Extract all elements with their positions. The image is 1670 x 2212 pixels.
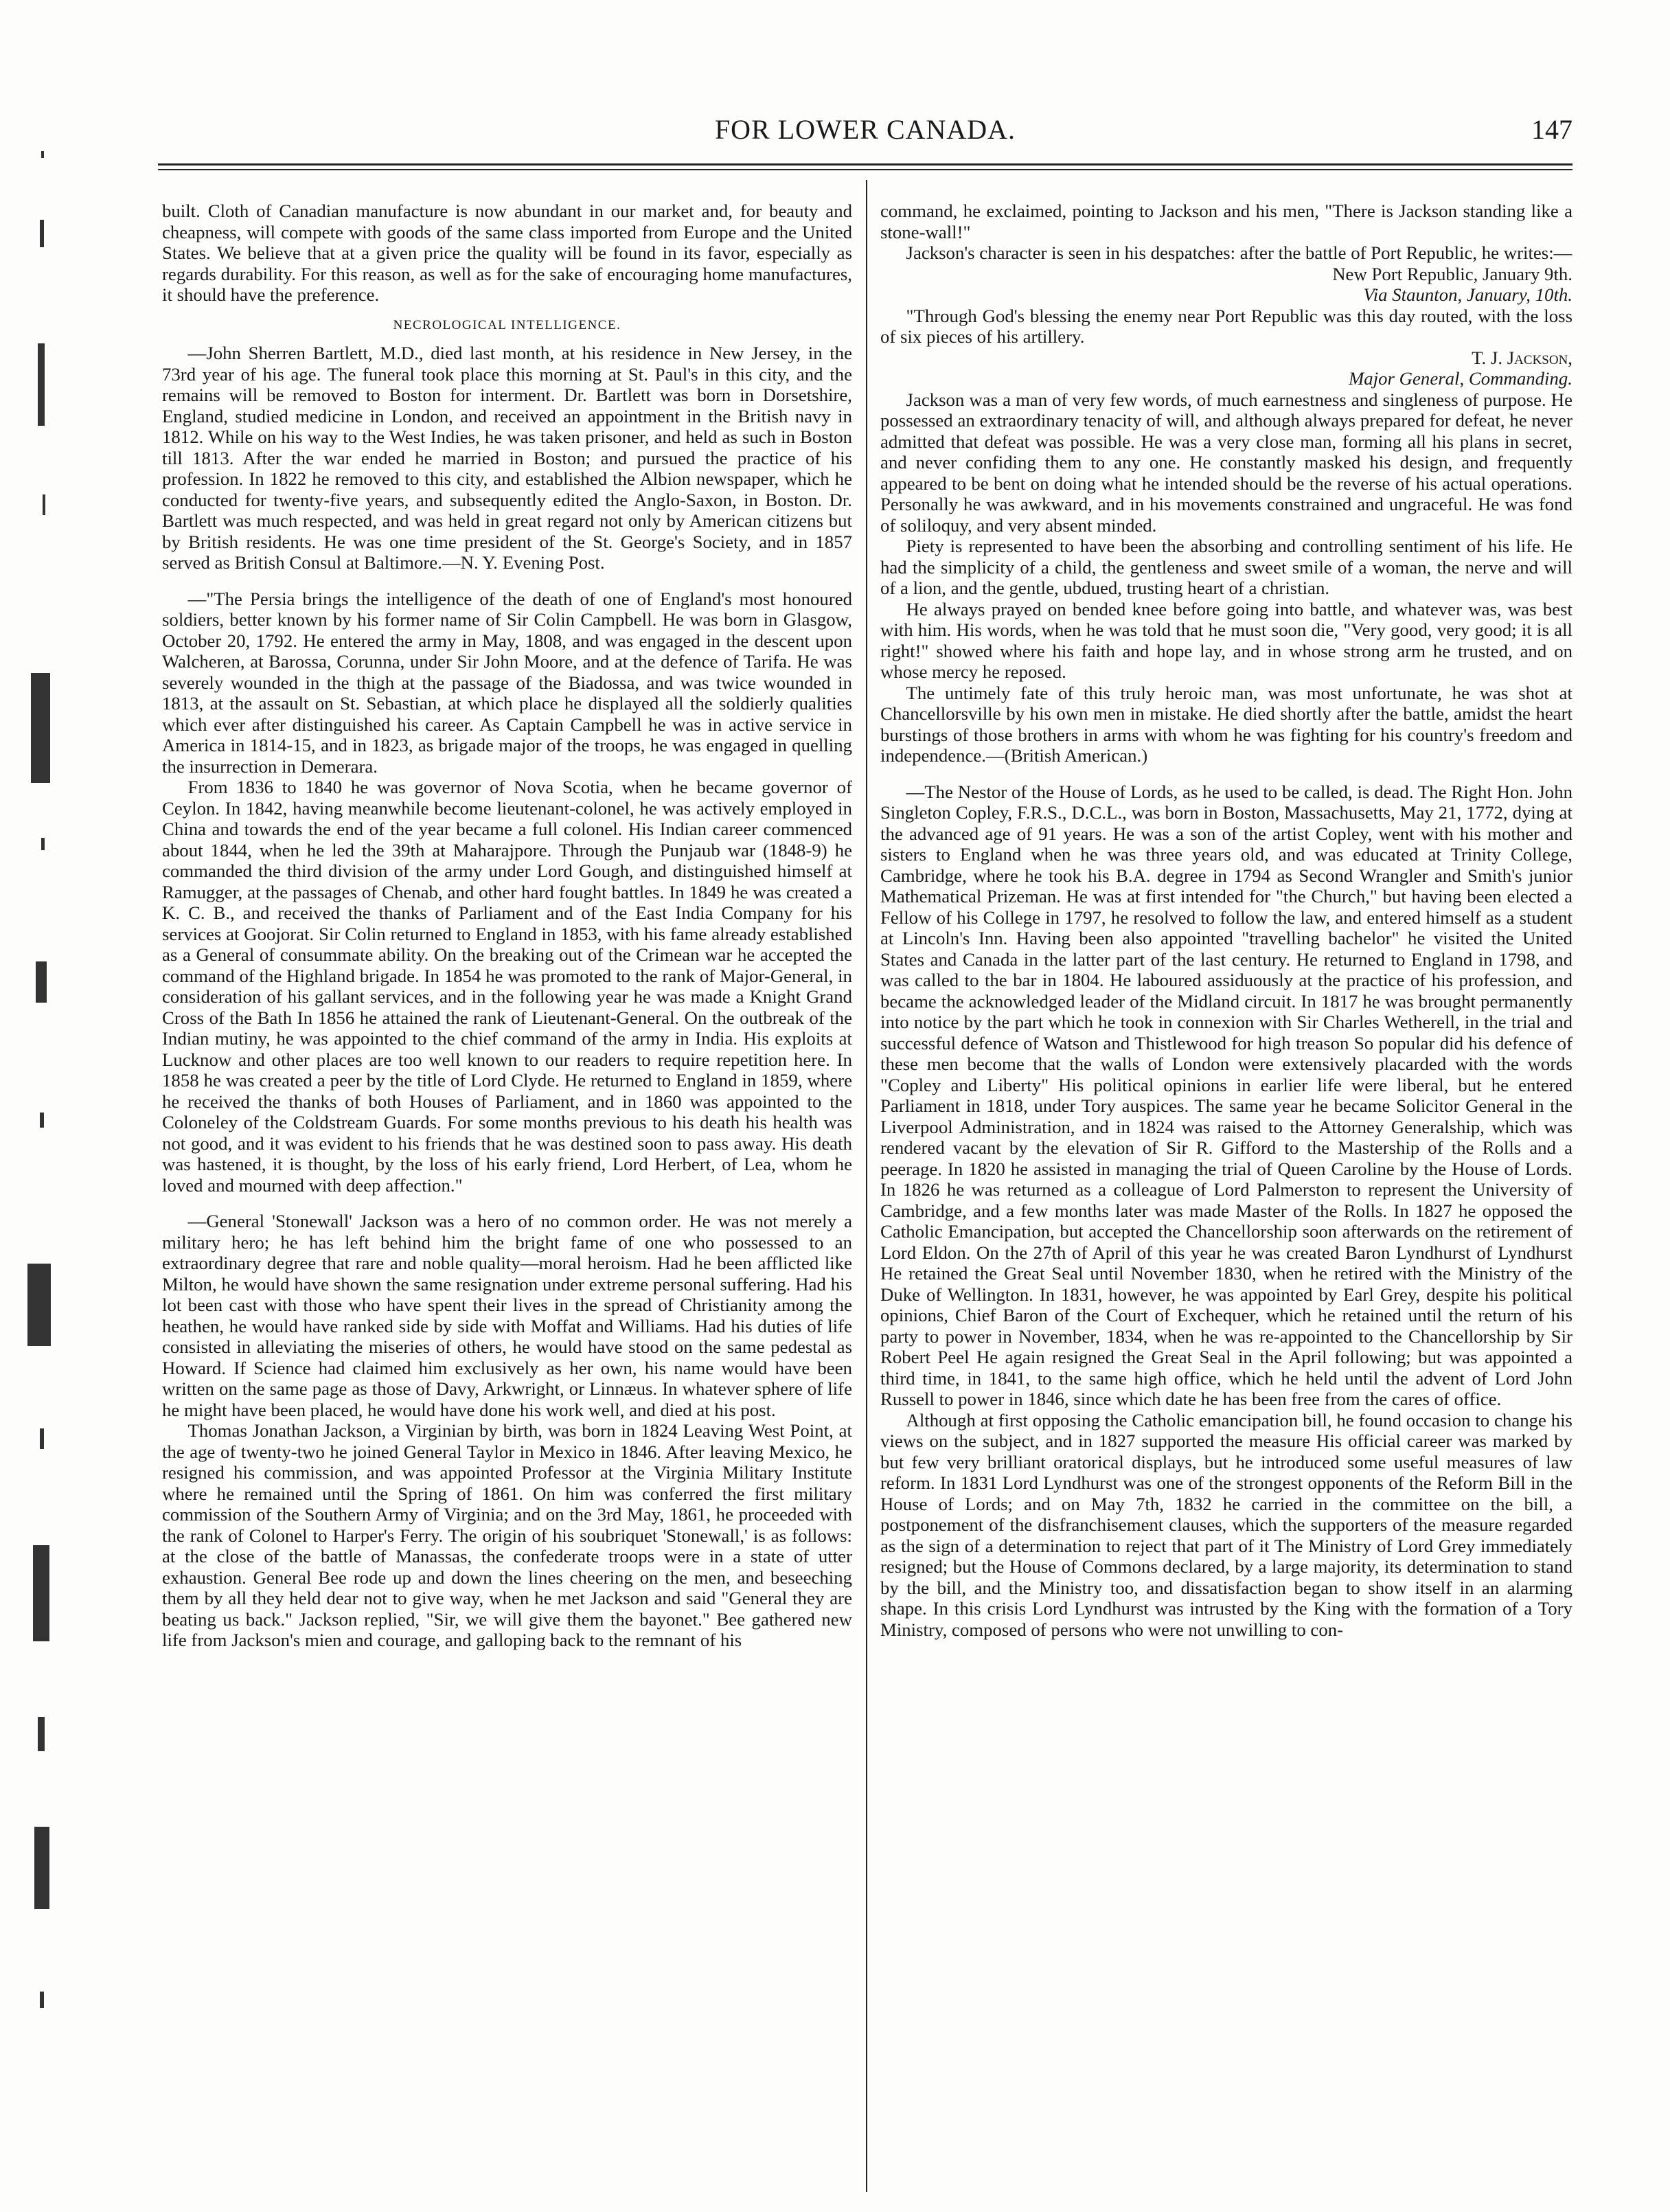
article-paragraph: Jackson's character is seen in his despatches: after the battle of Port Republic, he writes:— [906, 242, 1572, 263]
article-paragraph: command, he exclaimed, pointing to Jackson and his men, "There is Jackson standing like a stone-wall!" [880, 201, 1572, 242]
article-paragraph: Jackson was a man of very few words, of much earnestness and singleness of purpose. He possessed an extraordinary tenacity of will, and although always prepared for defeat, he never admitted that defeat was possible. He was a very close man, forming all his plans in secret, and never confiding them to any one. He constantly masked his design, and frequently appeared to be bent on doing what he intended should be the reverse of his actual operations. Personally he was awkward, and in his movements constrained and ungraceful. He was fond of soliloquy, and very absent minded. [880, 389, 1572, 536]
obituary-bartlett: —John Sherren Bartlett, M.D., died last month, at his residence in New Jersey, in the 73rd year of his age. The funeral took place this morning at St. Paul's in this city, and the remains will be removed to Boston for interment. Dr. Bartlett was born in Dorsetshire, England, studied medicine in London, and received an appointment in the British navy in 1812. While on his way to the West Indies, he was taken prisoner, and held as such in Boston till 1813. After the war ended he married in Boston; and pursued the practice of his profession. In 1822 he removed to this city, and established the Albion newspaper, which he conducted for twenty-five years, and subsequently edited the Anglo-Saxon, in Boston. Dr. Bartlett was much respected, and was held in great regard not only by American citizens but by British residents. He was one time president of the St. George's Society, and in 1857 served as British Consul at Baltimore.—N. Y. Evening Post. [162, 343, 852, 573]
article-paragraph: From 1836 to 1840 he was governor of Nova Scotia, when he became governor of Ceylon. In 1842, having meanwhile become lieutenant-colonel, he was actively employed in China and towards the end of the year became a full colonel. His Indian career commenced about 1844, when he led the 39th at Maharajpore. Through the Punjaub war (1848-9) he commanded the third division of the army under Lord Gough, and distinguished himself at Ramugger, at the passages of Chenab, and other hard fought battles. In 1849 he was created a K. C. B., and received the thanks of Parliament and of the East India Company for his services at Goojorat. Sir Colin returned to England in 1853, with his fame already established as a General of consummate ability. On the breaking out of the Crimean war he accepted the command of the Highland brigade. In 1854 he was promoted to the rank of Major-General, in consideration of his gallant services, and in the following year he was made a Knight Grand Cross of the Bath In 1856 he attained the rank of Lieutenant-General. On the outbreak of the Indian mutiny, he was appointed to the chief command of the army in India. His exploits at Lucknow and other places are too well known to our readers to require repetition here. In 1858 he was created a peer by the title of Lord Clyde. He returned to England in 1859, where he received the thanks of both Houses of Parliament, and in 1860 was appointed to the Coloneley of the Coldstream Guards. For some months previous to his death his health was not good, and it was evident to his friends that he was destined soon to pass away. His death was hastened, it is thought, by the loss of his early friend, Lord Herbert, of Lea, whom he loved and mourned with deep affection." [162, 777, 852, 1196]
running-title: FOR LOWER CANADA. [714, 114, 1016, 145]
despatch-text: "Through God's blessing the enemy near Port Republic was this day routed, with the loss of six pieces of his artillery. [880, 305, 1572, 347]
dateline: New Port Republic, January 9th. [1332, 263, 1572, 284]
header-rule-thin [158, 169, 1572, 170]
left-column [162, 201, 852, 2192]
article-paragraph: He always prayed on bended knee before going into battle, and whatever was, was best with him. His words, when he was told that he must soon die, "Very good, very good; it is all right!" showed where his faith and hope lay, and in whose strong arm he trusted, and on whose mercy he reposed. [880, 598, 1572, 682]
article-paragraph: The untimely fate of this truly heroic man, was most unfortunate, he was shot at Chancellorsville by his own men in mistake. He died shortly after the battle, amidst the heart burstings of those brothers in arms with whom he was fighting for his country's freedom and independence.—(British American.) [880, 682, 1572, 766]
signature-name: T. J. Jackson, [1472, 347, 1572, 368]
article-paragraph: Piety is represented to have been the absorbing and controlling sentiment of his life. He had the simplicity of a child, the gentleness and sweet smile of a woman, the nerve and will of a lion, and the gentle, ubdued, trusting heart of a christian. [880, 536, 1572, 598]
header-rule-thick [158, 163, 1572, 166]
binding-edge-marks [0, 137, 76, 2129]
section-heading: NECROLOGICAL INTELLIGENCE. [393, 317, 621, 332]
column-divider [866, 180, 867, 2192]
article-paragraph: Thomas Jonathan Jackson, a Virginian by birth, was born in 1824 Leaving West Point, at the age of twenty-two he joined General Taylor in Mexico in 1846. After leaving Mexico, he resigned his commission, and was appointed Professor at the Virginia Military Institute where he remained until the Spring of 1861. On him was conferred the first military commission of the Southern Army of Virginia; and on the 3rd May, 1861, he proceeded with the rank of Colonel to Harper's Ferry. The origin of his soubriquet 'Stonewall,' is as follows: at the close of the battle of Manassas, the confederate troops were in a state of utter exhaustion. General Bee rode up and down the lines cheering on the men, and beseeching them by all they held dear not to give way, when he met Jackson and said "General they are beating us back." Jackson replied, "Sir, we will give them the bayonet." Bee gathered new life from Jackson's mien and courage, and galloping back to the remnant of his [162, 1420, 852, 1650]
signature-title: Major General, Commanding. [1348, 368, 1572, 389]
dateline: Via Staunton, January, 10th. [1363, 284, 1572, 305]
right-column [880, 201, 1572, 2192]
obituary-lyndhurst: —The Nestor of the House of Lords, as he used to be called, is dead. The Right Hon. John Singleton Copley, F.R.S., D.C.L., was born in Boston, Massachusetts, May 21, 1772, dying at the advanced age of 91 years. He was a son of the artist Copley, went with his mother and sisters to England when he was three years old, and was educated at Trinity College, Cambridge, where he took his B.A. degree in 1794 as Second Wrangler and Smith's junior Mathematical Prizeman. He was at first intended for "the Church," but having been elected a Fellow of his College in 1797, he resolved to follow the law, and entered himself as a student at Lincoln's Inn. Having been also appointed "travelling bachelor" he visited the United States and Canada in the latter part of the last century. He returned to England in 1798, and was called to the bar in 1804. He laboured assiduously at the practice of his profession, and became the acknowledged leader of the Midland circuit. In 1817 he was brought permanently into notice by the part which he took in connexion with Sir Charles Wetherell, in the trial and successful defence of Watson and Thistlewood for high treason So popular did his defence of these men become that the walls of London were extensively placarded with the words "Copley and Liberty" His political opinions in earlier life were liberal, but he entered Parliament in 1818, under Tory auspices. The same year he became Solicitor General in the Liverpool Administration, and in 1824 was raised to the Attorney Generalship, which was rendered vacant by the elevation of Sir R. Gifford to the Mastership of the Rolls and a peerage. In 1820 he assisted in managing the trial of Queen Caroline by the House of Lords. In 1826 he was returned as a colleague of Lord Palmerston to represent the University of Cambridge, and a few months later was made Master of the Rolls. In 1827 he opposed the Catholic Emancipation, but accepted the Chancellorship soon afterwards on the retirement of Lord Eldon. On the 27th of April of this year he was created Baron Lyndhurst of Lyndhurst He retained the Great Seal until November 1830, when he retired with the Ministry of the Duke of Wellington. In 1831, however, he was appointed by Earl Grey, despite his political opinions, Chief Baron of the Court of Exchequer, which he retained until the return of his party to power in November, 1834, when he was re-appointed to the Chancellorship by Sir Robert Peel He again resigned the Great Seal in the April following; but was appointed a third time, in 1841, to the same high office, which he held until the advent of Lord John Russell to power in 1846, since which date he has been free from the cares of office. [880, 781, 1572, 1409]
obituary-clyde: —"The Persia brings the intelligence of the death of one of England's most honoured soldiers, better known by his former name of Sir Colin Campbell. He was born in Glasgow, October 20, 1792. He entered the army in May, 1808, and was engaged in the descent upon Walcheren, at Barossa, Corunna, under Sir John Moore, and at the defence of Tarifa. He was severely wounded in the thigh at the passage of the Biadossa, and was twice wounded in 1813, at the assault on St. Sebastian, at which place he displayed all the soldierly qualities which ever after distinguished his career. As Captain Campbell he was in active service in America in 1814-15, and in 1823, as brigade major of the troops, he was engaged in quelling the insurrection in Demerara. [162, 588, 852, 777]
article-paragraph: built. Cloth of Canadian manufacture is now abundant in our market and, for beauty and cheapness, will compete with goods of the same class imported from Europe and the United States. We believe that at a given price the quality will be found in its favor, especially as regards durability. For this reason, as well as for the sake of encouraging home manufactures, it should have the preference. [162, 201, 852, 305]
page-header [158, 113, 1572, 155]
obituary-jackson: —General 'Stonewall' Jackson was a hero of no common order. He was not merely a military hero; he has left behind him the bright fame of one who possessed to an extraordinary degree that rare and noble quality—moral heroism. Had he been afflicted like Milton, he would have shown the same resignation under extreme personal suffering. Had his lot been cast with those who have spent their lives in the spread of Christianity among the heathen, he would have ranked side by side with Moffat and Williams. Had his duties of life consisted in alleviating the miseries of others, he would have stood on the same pedestal as Howard. If Science had claimed him exclusively as her own, his name would have been written on the same page as those of Davy, Arkwright, or Linnæus. In whatever sphere of life he might have been placed, he would have done his work well, and died at his post. [162, 1211, 852, 1420]
page-number: 147 [1531, 114, 1572, 145]
article-paragraph: Although at first opposing the Catholic emancipation bill, he found occasion to change his views on the subject, and in 1827 supported the measure His official career was marked by but few very brilliant oratorical displays, but he introduced some useful measures of law reform. In 1831 Lord Lyndhurst was one of the strongest opponents of the Reform Bill in the House of Lords; and on May 7th, 1832 he carried in the committee on the bill, a postponement of the disfranchisement clauses, which the supporters of the measure regarded as the sign of a determination to reject that part of it The Ministry of Lord Grey immediately resigned; but the House of Commons declared, by a large majority, its determination to stand by the bill, and the Ministry too, and dissatisfaction began to show itself in an alarming shape. In this crisis Lord Lyndhurst was intrusted by the King with the formation of a Tory Ministry, composed of persons who were not unwilling to con- [880, 1409, 1572, 1640]
